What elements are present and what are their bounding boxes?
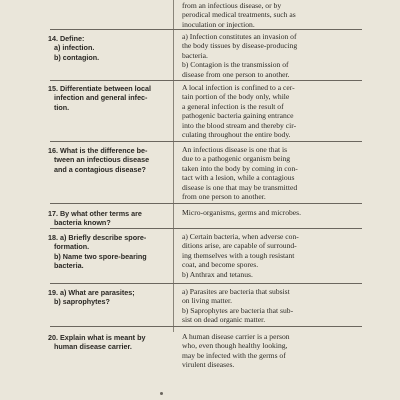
answer-20 [182,332,362,370]
row-divider [50,228,362,229]
answer-line: virulent diseases. [182,360,235,370]
question-18 [48,233,166,271]
answer-line: Micro-organisms, germs and microbes. [182,208,302,217]
answer-line: into the blood stream and thereby cir- [182,120,297,130]
answer-line: An infectious disease is one that is [182,145,288,154]
answer-19 [182,287,362,325]
answer-line: ditions arise, are capable of surround- [182,241,297,251]
answer-line: A local infection is confined to a cer- [182,83,295,92]
question-line: human disease carrier. [54,342,132,352]
row-divider [50,203,362,204]
answer-line: bacteria. [182,50,208,60]
question-17 [48,209,166,228]
answer-17 [182,208,362,217]
answer-line: a) Infection constitutes an invasion of [182,32,297,41]
answer-18 [182,232,362,279]
question-line: 20. Explain what is meant by [48,333,146,342]
answer-line: culating throughout the entire body. [182,130,291,140]
answer-line: sist on dead organic matter. [182,315,266,325]
answer-line: taken into the body by coming in con- [182,163,298,173]
answer-line: disease is one that may be transmitted [182,182,298,192]
question-line: b) saprophytes? [54,297,110,307]
question-14 [48,34,166,62]
question-line: 16. What is the difference be- [48,146,148,155]
question-line: formation. [54,242,90,252]
question-line: 18. a) Briefly describe spore- [48,233,147,242]
answer-15 [182,83,362,139]
question-19 [48,288,166,307]
question-line: and a contagious disease? [54,164,146,174]
page-mark [160,392,163,395]
question-line: 15. Differentiate between local [48,84,152,93]
question-line: 17. By what other terms are [48,209,142,218]
answer-14 [182,32,362,79]
answer-line: from one person to another. [182,192,266,202]
answer-line: who, even though healthy looking, [182,341,288,351]
question-line: bacteria. [54,261,84,271]
answer-line: perodical medical treatments, such as [182,10,296,20]
question-line: infection and general infec- [54,93,148,103]
answer-line: tain portion of the body only, while [182,92,290,102]
row-divider [50,29,362,30]
answer-line: inoculation or injection. [182,19,255,29]
answer-line: due to a pathogenic organism being [182,154,291,164]
previous-answer-tail [182,1,362,29]
question-line: 19. a) What are parasites; [48,288,135,297]
answer-line: disease from one person to another. [182,69,290,79]
answer-line: a) Parasites are bacteria that subsist [182,287,290,296]
question-15 [48,84,166,112]
row-divider [50,141,362,142]
question-line: tion. [54,102,70,112]
answer-line: tact with a lesion, while a contagious [182,173,295,183]
question-line: tween an infectious disease [54,155,150,165]
row-divider [50,326,362,327]
question-20 [48,333,166,352]
answer-line: pathogenic bacteria gaining entrance [182,111,294,121]
answer-line: b) Saprophytes are bacteria that sub- [182,305,294,315]
question-16 [48,146,166,174]
answer-line: a general infection is the result of [182,101,284,111]
answer-line: the body tissues by disease-producing [182,41,298,51]
answer-line: a) Certain bacteria, when adverse con- [182,232,299,241]
question-line: b) Name two spore-bearing [54,251,147,261]
answer-line: may be infected with the germs of [182,350,286,360]
answer-line: coat, and become spores. [182,260,259,270]
row-divider [50,283,362,284]
answer-line: from an infectious disease, or by [182,1,282,10]
answer-line: on living matter. [182,296,232,306]
question-line: b) contagion. [54,52,100,62]
row-divider [50,80,362,81]
answer-16 [182,145,362,201]
question-line: 14. Define: [48,34,85,43]
question-line: a) infection. [54,43,95,53]
answer-line: A human disease carrier is a person [182,332,290,341]
question-line: bacteria known? [54,218,111,228]
answer-line: b) Anthrax and tetanus. [182,269,253,279]
answer-line: ing themselves with a tough resistant [182,250,295,260]
answer-line: b) Contagion is the transmission of [182,60,289,70]
